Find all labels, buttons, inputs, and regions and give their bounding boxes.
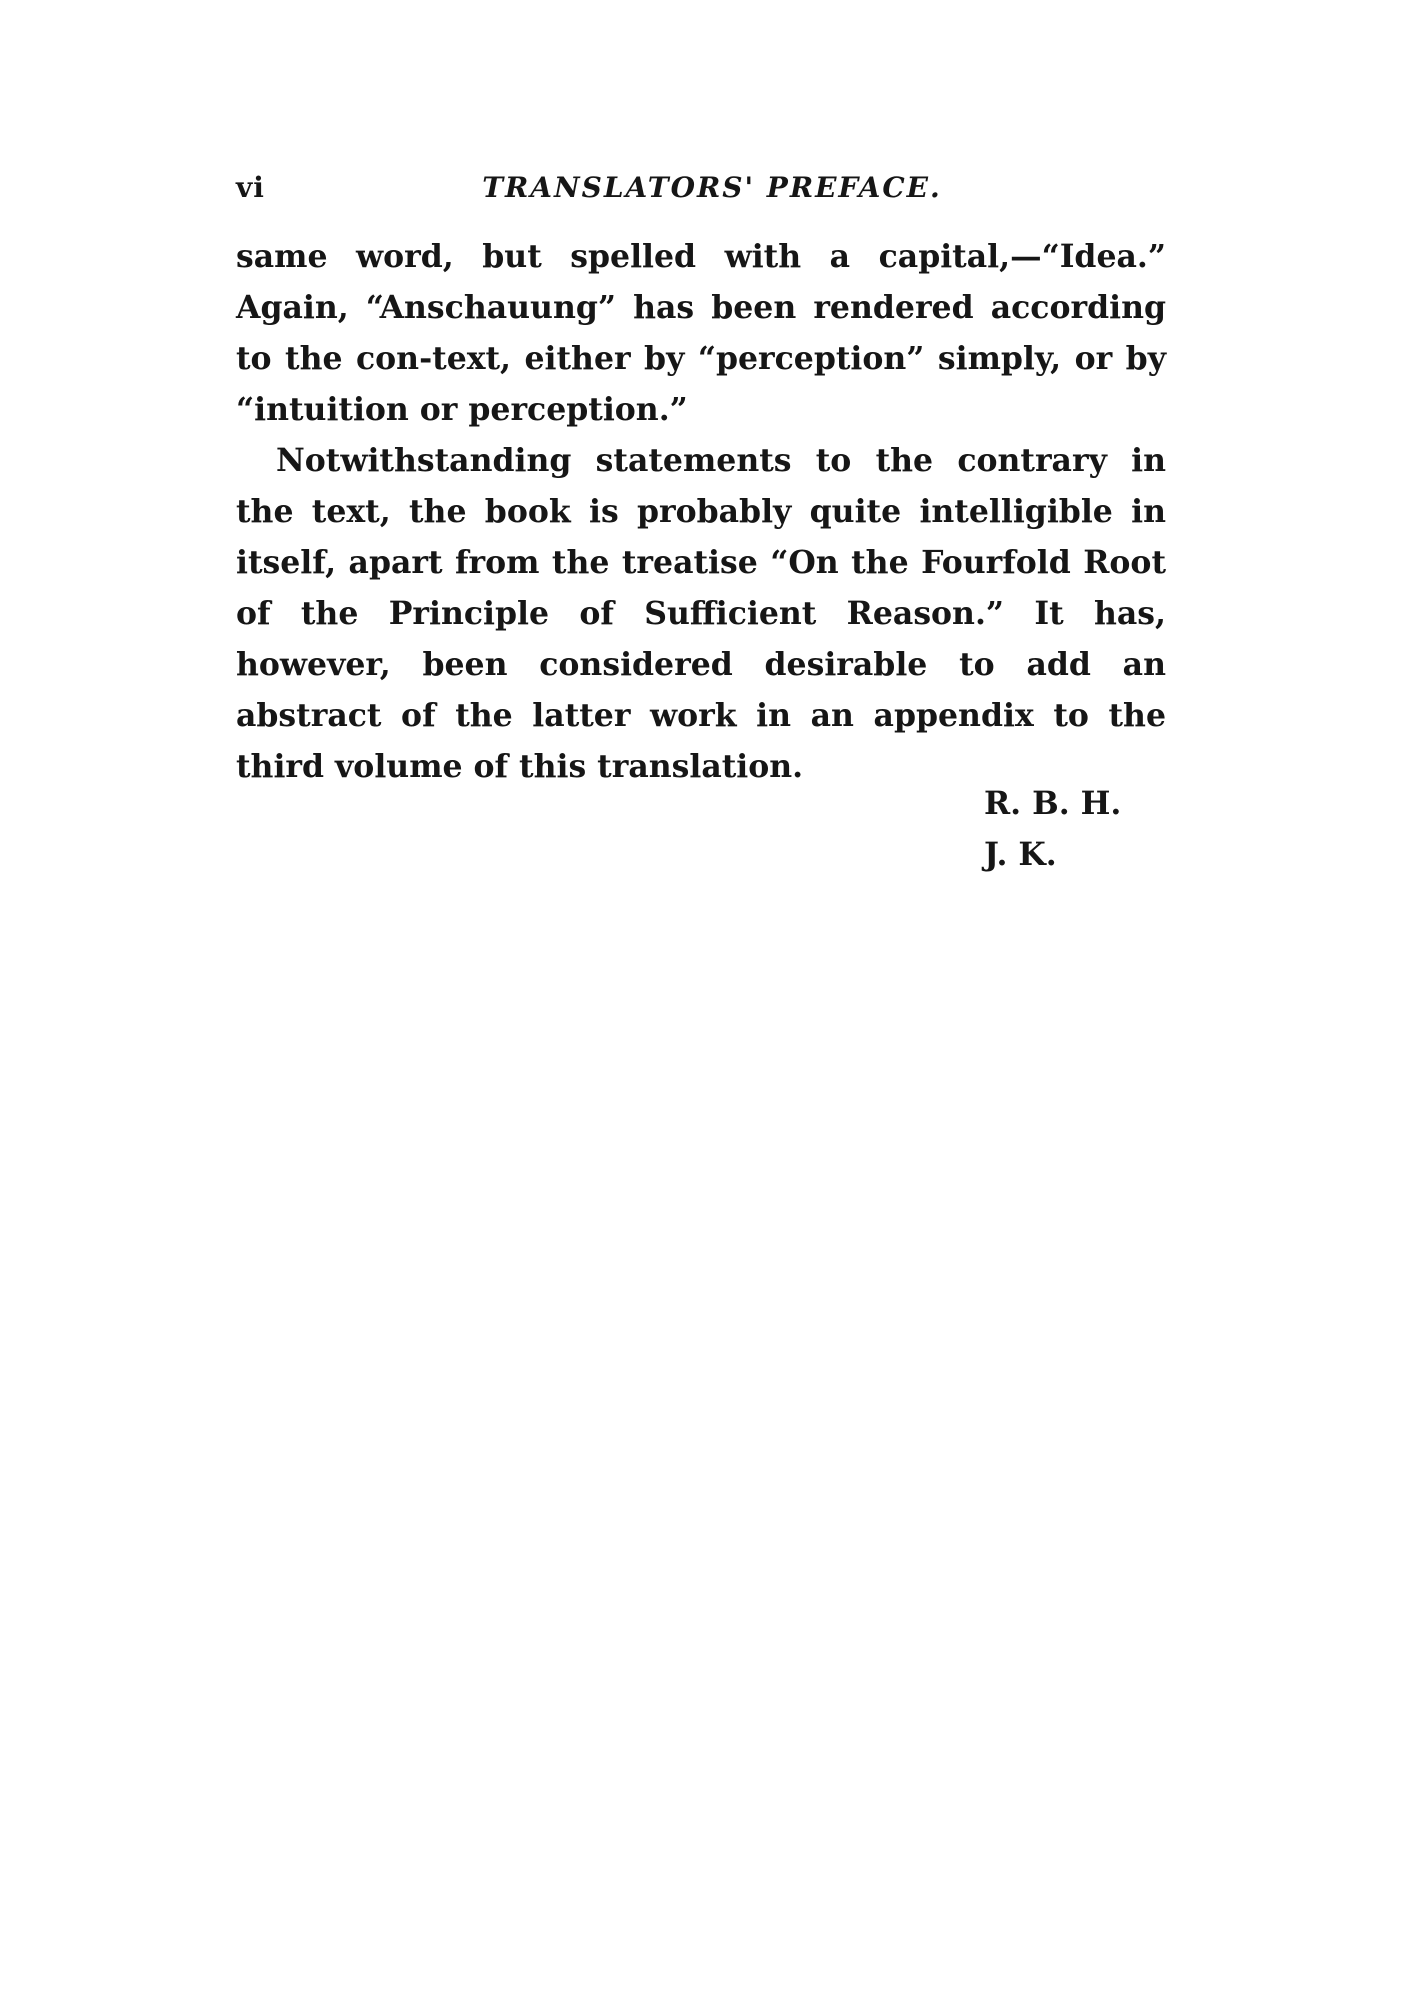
paragraph: Notwithstanding statements to the contrary in the text, the book is probably quite intelligible in itself, apart from the treatise “On the Fourfold Root of the Principle of Sufficient Reason.” It has, however, been considered desirable to add an abstract of the latter work in an appendix to the third volume of this translation. xyxy=(236,442,1166,785)
running-head xyxy=(236,166,1166,210)
page-number: vi xyxy=(236,171,265,204)
body-text xyxy=(236,231,1166,792)
signature-initials: R. B. H. xyxy=(984,785,1122,822)
signature-initials: J. K. xyxy=(984,836,1057,873)
running-title: TRANSLATORS' PREFACE. xyxy=(482,171,942,204)
translators-signature xyxy=(984,778,1121,880)
paragraph-continued: same word, but spelled with a capital,—“Idea.” Again, “Anschauung” has been rendered according to the con-text, either by “perception” simply, or by “intuition or perception.” xyxy=(236,238,1166,428)
